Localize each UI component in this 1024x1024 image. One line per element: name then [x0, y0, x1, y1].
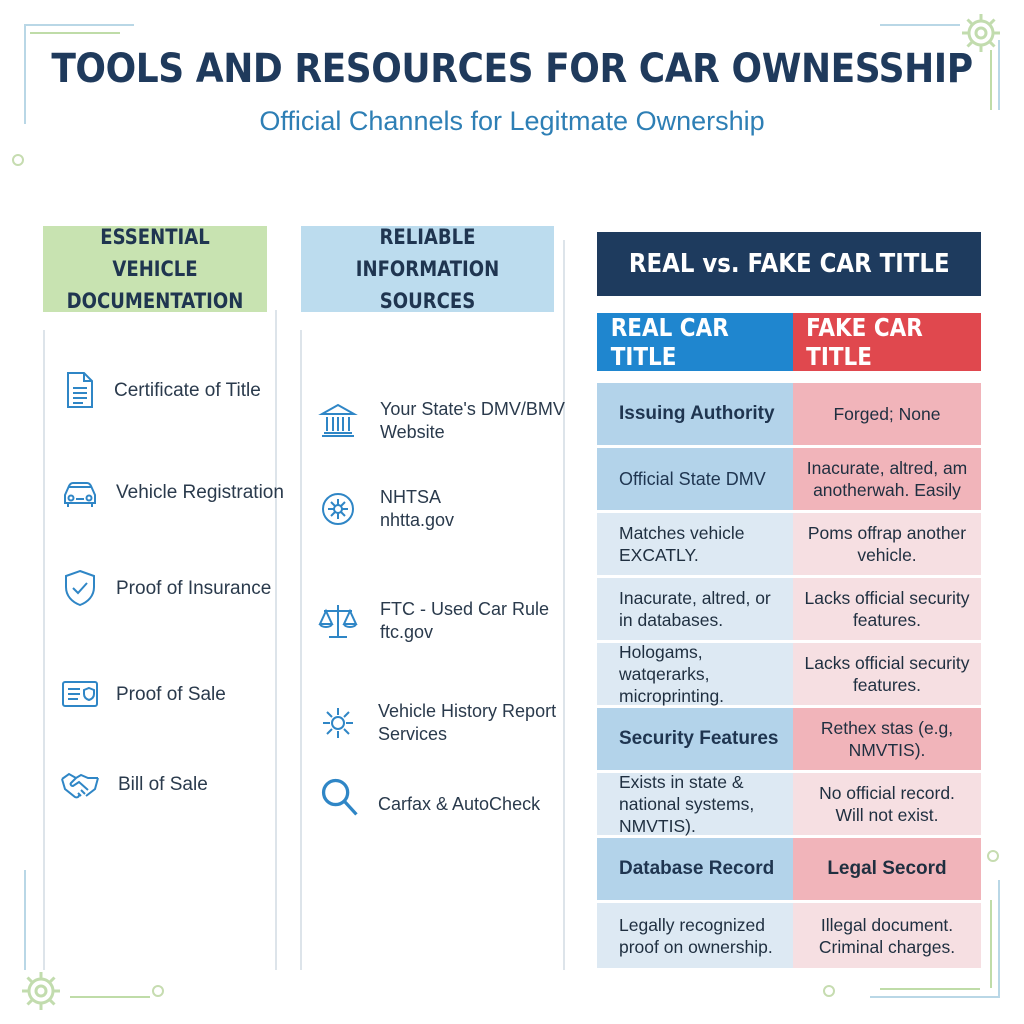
source-item-line2: ftc.gov	[380, 622, 434, 642]
fake-cell: No official record. Will not exist.	[793, 773, 981, 835]
decor-dot	[823, 985, 835, 997]
real-title-heading-text: REAL CAR TITLE	[610, 313, 729, 371]
doc-item-certificate-of-title	[58, 368, 261, 412]
fake-title-heading	[793, 313, 981, 371]
real-cell: Official State DMV	[597, 448, 793, 510]
doc-item-vehicle-registration	[58, 470, 284, 514]
frame-bottom-right-v2	[990, 900, 992, 988]
source-item-line2: Website	[380, 422, 445, 442]
source-item-text	[378, 781, 540, 816]
doc-item-proof-of-insurance	[58, 566, 271, 610]
frame-bottom-right-h	[870, 996, 1000, 998]
handshake-icon	[58, 762, 102, 806]
car-icon	[58, 470, 102, 514]
sources-heading-line2: INFORMATION SOURCES	[355, 257, 500, 313]
table-row	[597, 773, 981, 838]
source-item-line1: FTC - Used Car Rule	[380, 599, 550, 619]
real-cell: Issuing Authority	[597, 383, 793, 445]
comparison-table	[597, 383, 981, 968]
doc-item-label: Certificate of Title	[114, 379, 261, 401]
frame-bottom-left-v	[24, 870, 26, 970]
source-item-carfax-autocheck	[316, 774, 540, 822]
table-row	[597, 903, 981, 968]
doc-item-bill-of-sale	[58, 762, 208, 806]
column-divider	[43, 330, 45, 970]
gear-icon	[18, 968, 64, 1014]
source-item-nhtsa	[316, 486, 454, 532]
sun-gear-icon	[316, 701, 360, 745]
fake-cell: Lacks official security features.	[793, 578, 981, 640]
decor-dot	[152, 985, 164, 997]
table-row	[597, 513, 981, 578]
sources-heading-line1: RELIABLE	[379, 225, 476, 249]
documentation-heading	[43, 226, 267, 312]
source-item-text	[378, 700, 556, 746]
real-cell: Legally recognized proof on ownership.	[597, 903, 793, 968]
fake-cell: Poms offrap another vehicle.	[793, 513, 981, 575]
frame-top-right-v2	[990, 50, 992, 110]
column-divider	[563, 240, 565, 970]
source-item-line1: NHTSA	[380, 487, 442, 507]
table-row	[597, 383, 981, 448]
fake-title-heading-text: FAKE CAR TITLE	[806, 313, 923, 371]
doc-item-label: Bill of Sale	[118, 773, 208, 795]
real-cell: Hologams, watqerarks, microprinting.	[597, 643, 793, 705]
page-title: TOOLS AND RESOURCES FOR CAR OWNESSHIP	[51, 46, 973, 92]
real-cell: Matches vehicle EXCATLY.	[597, 513, 793, 575]
column-divider	[300, 330, 302, 970]
fake-cell: Lacks official security features.	[793, 643, 981, 705]
source-item-state-dmv	[316, 398, 565, 444]
table-row	[597, 578, 981, 643]
source-item-line1: Vehicle History Report	[378, 701, 557, 721]
source-item-text	[380, 598, 549, 644]
real-cell: Security Features	[597, 708, 793, 770]
real-cell: Inacurate, altred, or in databases.	[597, 578, 793, 640]
page-subtitle: Official Channels for Legitmate Ownership	[259, 106, 765, 136]
fake-cell: Legal Secord	[793, 838, 981, 900]
documentation-heading-line2: DOCUMENTATION	[66, 289, 244, 313]
source-item-vehicle-history	[316, 700, 556, 746]
government-building-icon	[316, 399, 360, 443]
table-row	[597, 838, 981, 903]
document-icon	[58, 368, 102, 412]
real-cell: Exists in state & national systems, NMVTIS).	[597, 773, 793, 835]
source-item-ftc	[316, 598, 549, 644]
source-item-line1: Your State's DMV/BMV	[380, 399, 565, 419]
table-row	[597, 643, 981, 708]
sources-heading	[301, 226, 554, 312]
magnifier-icon	[316, 774, 364, 822]
source-item-text	[380, 398, 565, 444]
comparison-title	[597, 232, 981, 296]
fake-cell: Rethex stas (e.g, NMVTIS).	[793, 708, 981, 770]
source-item-text	[380, 486, 454, 532]
source-item-line2: nhtta.gov	[380, 510, 455, 530]
scales-icon	[316, 599, 360, 643]
decor-dot	[987, 850, 999, 862]
frame-bottom-right-h2	[880, 988, 980, 990]
source-item-line2: Services	[378, 724, 448, 744]
table-row	[597, 448, 981, 513]
doc-item-label: Proof of Sale	[116, 683, 226, 705]
frame-top-left-h	[24, 24, 134, 26]
table-row	[597, 708, 981, 773]
real-title-heading	[597, 313, 793, 371]
id-card-icon	[58, 672, 102, 716]
fake-cell: Forged; None	[793, 383, 981, 445]
column-divider	[275, 310, 277, 970]
doc-item-proof-of-sale	[58, 672, 226, 716]
source-item-line1: Carfax & AutoCheck	[378, 793, 541, 814]
doc-item-label: Proof of Insurance	[116, 577, 272, 599]
frame-top-left-h2	[30, 32, 120, 34]
decor-dot	[12, 154, 24, 166]
documentation-heading-line1: ESSENTIAL VEHICLE	[100, 225, 210, 281]
shield-check-icon	[58, 566, 102, 610]
frame-top-right-h	[880, 24, 960, 26]
frame-bottom-left-h	[70, 996, 150, 998]
fake-cell: Inacurate, altred, am anotherwah. Easily	[793, 448, 981, 510]
doc-item-label: Vehicle Registration	[116, 481, 284, 503]
nhtsa-emblem-icon	[316, 487, 360, 531]
fake-cell: Illegal document. Criminal charges.	[793, 903, 981, 968]
real-cell: Database Record	[597, 838, 793, 900]
comparison-title-text: REAL vs. FAKE CAR TITLE	[628, 249, 950, 279]
frame-bottom-right-v	[998, 880, 1000, 998]
